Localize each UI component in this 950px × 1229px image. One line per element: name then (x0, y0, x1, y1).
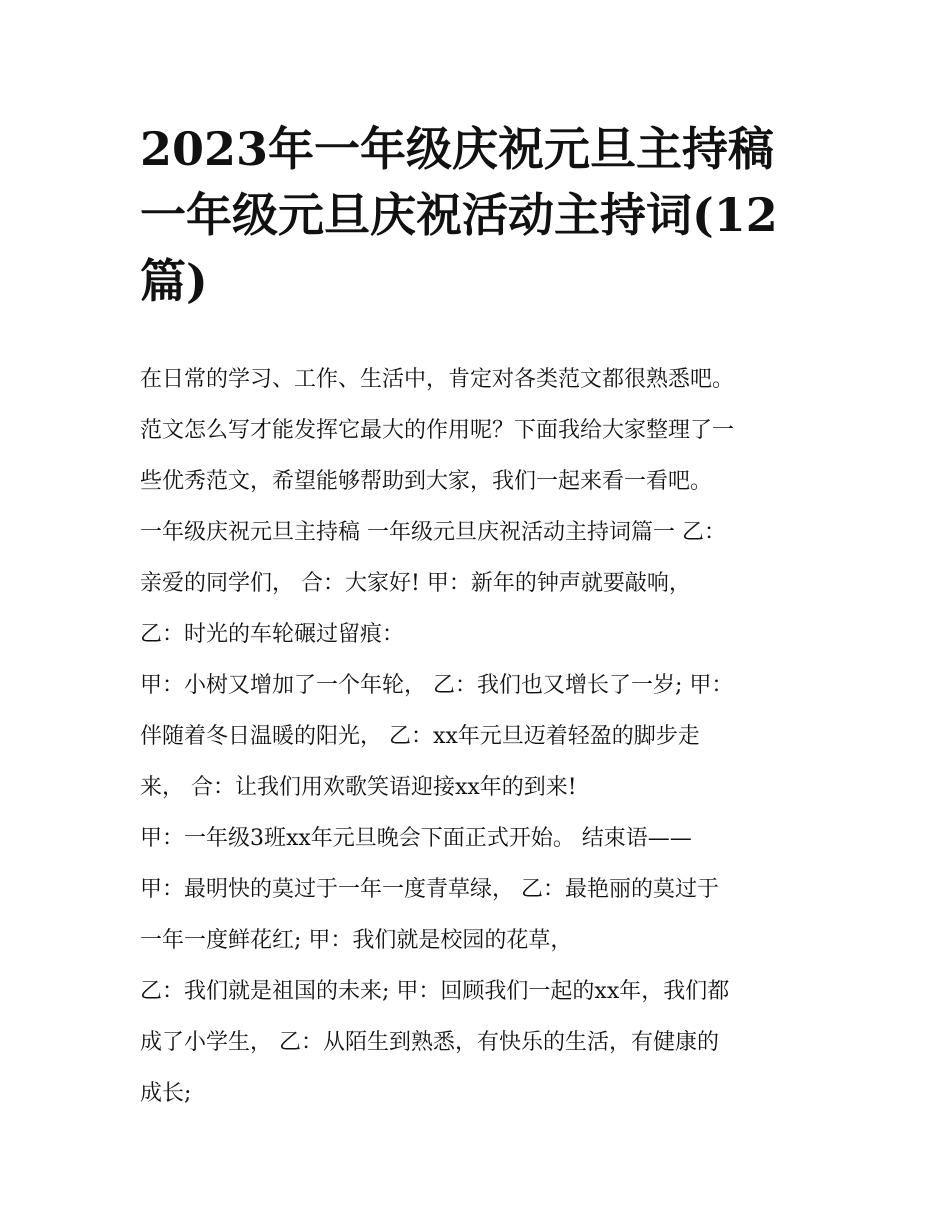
title-line: 2023年一年级庆祝元旦主持稿 (140, 122, 775, 176)
body-line: 一年级庆祝元旦主持稿 一年级元旦庆祝活动主持词篇一 乙： (140, 520, 726, 545)
body-line: 范文怎么写才能发挥它最大的作用呢？下面我给大家整理了一 (140, 418, 735, 443)
body-line: 伴随着冬日温暖的阳光， 乙：xx年元旦迈着轻盈的脚步走 (140, 724, 700, 749)
body-line: 在日常的学习、工作、生活中，肯定对各类范文都很熟悉吧。 (140, 367, 735, 392)
body-line: 成长; (140, 1081, 192, 1106)
body-line: 一年一度鲜花红; 甲：我们就是校园的花草， (140, 928, 573, 953)
body-line: 来， 合：让我们用欢歌笑语迎接xx年的到来! (140, 775, 577, 800)
title-line: 篇) (140, 254, 208, 308)
body-line: 甲：一年级3班xx年元旦晚会下面正式开始。 结束语—— (140, 826, 692, 851)
body-line: 甲：小树又增加了一个年轮， 乙：我们也又增长了一岁; 甲： (140, 673, 734, 698)
body-line: 些优秀范文，希望能够帮助到大家，我们一起来看一看吧。 (140, 469, 713, 494)
document-title (140, 116, 820, 314)
body-line: 甲：最明快的莫过于一年一度青草绿， 乙：最艳丽的莫过于 (140, 877, 719, 902)
body-line: 成了小学生， 乙：从陌生到熟悉，有快乐的生活，有健康的 (140, 1030, 719, 1055)
body-line: 亲爱的同学们， 合：大家好! 甲：新年的钟声就要敲响， (140, 571, 691, 596)
body-line: 乙：我们就是祖国的未来; 甲：回顾我们一起的xx年，我们都 (140, 979, 730, 1004)
document-body (140, 354, 830, 1119)
body-line: 乙：时光的车轮碾过留痕： (140, 622, 405, 647)
title-line: 一年级元旦庆祝活动主持词(12 (140, 188, 778, 242)
